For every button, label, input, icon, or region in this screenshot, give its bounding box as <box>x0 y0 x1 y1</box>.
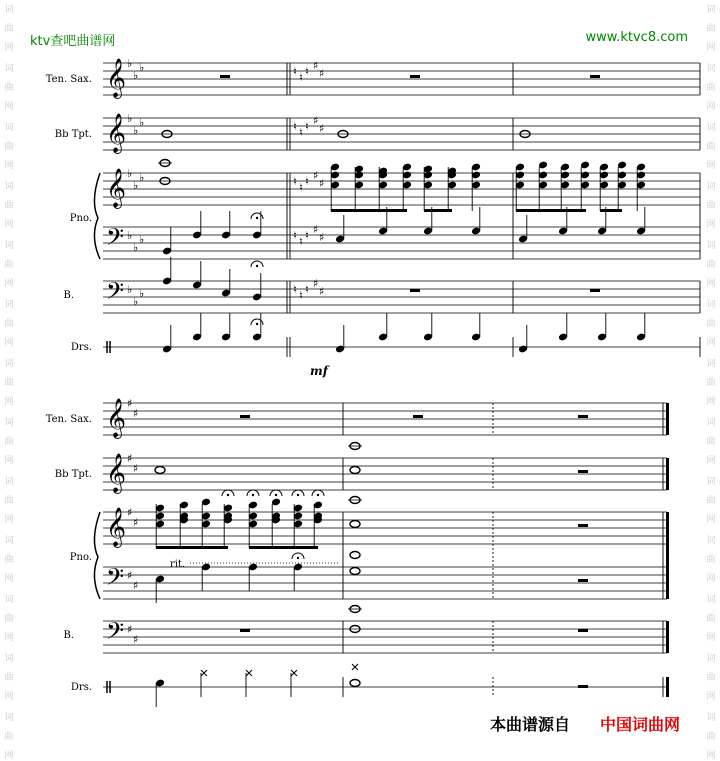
x-note-head <box>352 664 358 670</box>
piano-brace <box>94 512 100 599</box>
instrument-label: Bb Tpt. <box>54 129 92 140</box>
bass-clef: 𝄢 <box>106 563 125 596</box>
flat: ♭ <box>127 283 133 296</box>
instrument-label: Ten. Sax. <box>45 414 92 425</box>
flat: ♭ <box>127 57 133 70</box>
natural: ♮ <box>305 229 309 242</box>
natural: ♮ <box>293 229 297 242</box>
fermata-dot <box>256 265 258 267</box>
instrument-label: Bb Tpt. <box>54 469 92 480</box>
natural: ♮ <box>293 175 297 188</box>
instrument-label: Pno. <box>69 552 92 563</box>
flat: ♭ <box>139 116 145 129</box>
beam <box>424 209 452 212</box>
instrument-label: B. <box>63 290 74 301</box>
flat: ♭ <box>139 287 145 300</box>
whole-rest <box>413 415 423 418</box>
final-barline <box>666 403 669 435</box>
whole-rest <box>578 524 588 527</box>
piano-brace <box>94 173 100 259</box>
whole-rest <box>590 75 600 78</box>
sharp: ♯ <box>313 114 319 127</box>
flat: ♭ <box>139 61 145 74</box>
natural: ♮ <box>305 283 309 296</box>
left-watermark-strip: 词 曲 网 词 曲 网 词 曲 网 词 曲 网 词 曲 网 词 曲 网 词 曲 网 词 曲 网 词 曲 网 词 曲 网 词 曲 网 词 曲 网 词 曲 网 <box>4 5 14 761</box>
flat: ♭ <box>133 124 139 137</box>
beam <box>600 209 622 212</box>
sharp: ♯ <box>127 623 133 636</box>
flat: ♭ <box>139 171 145 184</box>
sharp: ♯ <box>313 59 319 72</box>
natural: ♮ <box>293 65 297 78</box>
beam <box>249 546 318 549</box>
sharp: ♯ <box>319 285 325 298</box>
sharp: ♯ <box>133 516 139 529</box>
natural: ♮ <box>305 175 309 188</box>
fermata-dot <box>252 494 254 496</box>
natural: ♮ <box>305 120 309 133</box>
final-barline <box>666 677 669 697</box>
flat: ♭ <box>127 112 133 125</box>
final-barline <box>666 458 669 490</box>
instrument-label: Pno. <box>69 213 92 224</box>
system-1 <box>46 57 700 378</box>
sharp: ♯ <box>319 122 325 135</box>
fermata-dot <box>227 494 229 496</box>
instrument-label: Drs. <box>70 342 92 353</box>
treble-clef: 𝄞 <box>106 398 127 438</box>
sharp: ♯ <box>133 407 139 420</box>
fermata-dot <box>297 557 299 559</box>
final-barline <box>666 512 669 599</box>
natural: ♮ <box>305 65 309 78</box>
left-site-header[interactable]: ktv查吧曲谱网 <box>30 34 116 49</box>
whole-rest <box>240 629 250 632</box>
sharp: ♯ <box>127 452 133 465</box>
whole-note <box>350 568 360 575</box>
flat: ♭ <box>133 69 139 82</box>
treble-clef: 𝄞 <box>106 168 127 208</box>
sharp: ♯ <box>127 397 133 410</box>
sharp: ♯ <box>127 569 133 582</box>
treble-clef: 𝄞 <box>106 113 127 153</box>
sharp: ♯ <box>319 231 325 244</box>
instrument-label: Ten. Sax. <box>45 74 92 85</box>
treble-clef: 𝄞 <box>106 453 127 493</box>
natural: ♮ <box>299 126 303 139</box>
whole-rest <box>578 685 588 688</box>
fermata-dot <box>297 494 299 496</box>
score-systems <box>46 57 700 707</box>
system-2 <box>46 397 669 707</box>
flat: ♭ <box>133 241 139 254</box>
whole-rest <box>410 289 420 292</box>
footer-source-label: 本曲谱源自 <box>490 715 571 734</box>
sharp: ♯ <box>313 223 319 236</box>
sharp: ♯ <box>133 462 139 475</box>
whole-note <box>350 552 360 559</box>
final-barline <box>666 621 669 653</box>
whole-rest <box>578 579 588 582</box>
whole-rest <box>578 470 588 473</box>
natural: ♮ <box>299 235 303 248</box>
whole-note <box>350 521 360 528</box>
dynamic-marking: mf <box>310 364 328 378</box>
fermata-dot <box>256 217 258 219</box>
flat: ♭ <box>127 167 133 180</box>
bass-clef: 𝄢 <box>106 617 125 650</box>
sharp: ♯ <box>319 67 325 80</box>
footer-site-name[interactable]: 中国词曲网 <box>600 715 681 734</box>
bass-clef: 𝄢 <box>106 223 125 256</box>
right-site-url[interactable]: www.ktvc8.com <box>585 30 688 45</box>
whole-rest <box>590 289 600 292</box>
natural: ♮ <box>293 120 297 133</box>
flat: ♭ <box>127 229 133 242</box>
fermata-dot <box>317 494 319 496</box>
whole-note <box>155 467 165 474</box>
whole-rest <box>240 415 250 418</box>
sharp: ♯ <box>127 506 133 519</box>
sharp: ♯ <box>133 579 139 592</box>
sharp: ♯ <box>319 177 325 190</box>
instrument-label: Drs. <box>70 682 92 693</box>
instrument-label: B. <box>63 630 74 641</box>
natural: ♮ <box>299 181 303 194</box>
flat: ♭ <box>133 295 139 308</box>
sharp: ♯ <box>313 169 319 182</box>
flat: ♭ <box>139 233 145 246</box>
treble-clef: 𝄞 <box>106 58 127 98</box>
whole-rest <box>410 75 420 78</box>
natural: ♮ <box>299 289 303 302</box>
x-note-head <box>201 670 207 676</box>
natural: ♮ <box>299 71 303 84</box>
whole-note <box>350 680 360 687</box>
whole-rest <box>578 415 588 418</box>
natural: ♮ <box>293 283 297 296</box>
x-note-head <box>291 670 297 676</box>
fermata-dot <box>275 494 277 496</box>
flat: ♭ <box>133 179 139 192</box>
whole-rest <box>578 629 588 632</box>
sharp: ♯ <box>313 277 319 290</box>
sharp: ♯ <box>133 633 139 646</box>
beam <box>156 546 228 549</box>
right-watermark-strip: 词 曲 网 词 曲 网 词 曲 网 词 曲 网 词 曲 网 词 曲 网 词 曲 网 词 曲 网 词 曲 网 词 曲 网 词 曲 网 词 曲 网 词 曲 网 <box>706 5 716 761</box>
beam <box>331 209 407 212</box>
beam <box>516 209 586 212</box>
treble-clef: 𝄞 <box>106 507 127 547</box>
bass-clef: 𝄢 <box>106 277 125 310</box>
fermata-dot <box>256 323 258 325</box>
ritardando-marking: rit. <box>170 559 186 570</box>
whole-rest <box>220 75 230 78</box>
x-note-head <box>246 670 252 676</box>
whole-note <box>350 467 360 474</box>
